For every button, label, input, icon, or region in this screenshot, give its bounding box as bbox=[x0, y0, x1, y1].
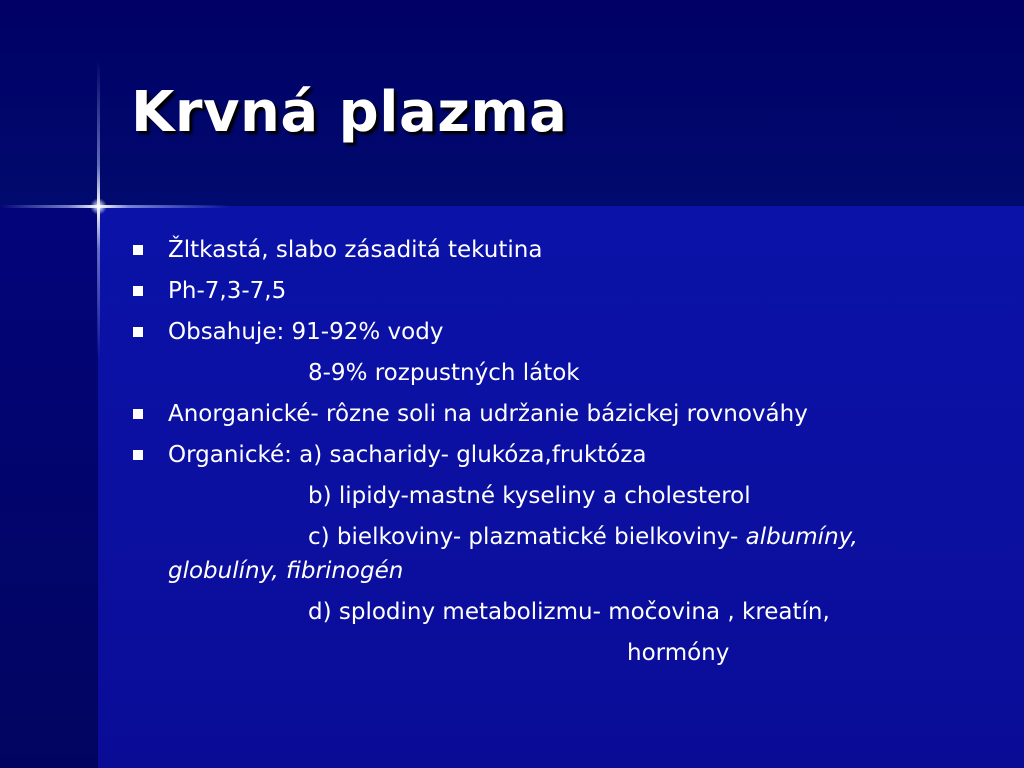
continuation-line bbox=[130, 476, 990, 517]
italic-text: globulíny, fibrinogén bbox=[168, 558, 404, 584]
glint-star-icon bbox=[90, 198, 107, 215]
slide-body bbox=[130, 230, 990, 674]
square-bullet-icon bbox=[133, 409, 143, 419]
continuation-text: 8-9% rozpustných látok bbox=[308, 360, 580, 386]
background-left bbox=[0, 206, 98, 768]
italic-text: albumíny, bbox=[745, 524, 858, 550]
continuation-text: d) splodiny metabolizmu- močovina , kreatín, bbox=[308, 599, 830, 625]
slide-title: Krvná plazma bbox=[131, 80, 568, 145]
bullet-item bbox=[130, 271, 990, 312]
bullet-text: Anorganické- rôzne soli na udržanie bázickej rovnováhy bbox=[168, 401, 808, 427]
bullet-text: Ph-7,3-7,5 bbox=[168, 278, 287, 304]
bullet-text: Obsahuje: 91-92% vody bbox=[168, 319, 444, 345]
square-bullet-icon bbox=[133, 327, 143, 337]
square-bullet-icon bbox=[133, 245, 143, 255]
bullet-item bbox=[130, 435, 990, 476]
continuation-text: b) lipidy-mastné kyseliny a cholesterol bbox=[308, 483, 751, 509]
continuation-line bbox=[130, 633, 990, 674]
continuation-line-wrapped bbox=[130, 517, 990, 592]
continuation-line bbox=[130, 353, 990, 394]
bullet-text: Organické: a) sacharidy- glukóza,fruktóza bbox=[168, 442, 647, 468]
bullet-item bbox=[130, 312, 990, 353]
continuation-text: c) bielkoviny- plazmatické bielkoviny- bbox=[308, 524, 746, 550]
bullet-item bbox=[130, 394, 990, 435]
continuation-line bbox=[130, 592, 990, 633]
square-bullet-icon bbox=[133, 286, 143, 296]
glint-horizontal bbox=[0, 205, 230, 208]
bullet-item bbox=[130, 230, 990, 271]
continuation-text: hormóny bbox=[627, 640, 730, 666]
bullet-text: Žltkastá, slabo zásaditá tekutina bbox=[168, 237, 543, 263]
square-bullet-icon bbox=[133, 450, 143, 460]
